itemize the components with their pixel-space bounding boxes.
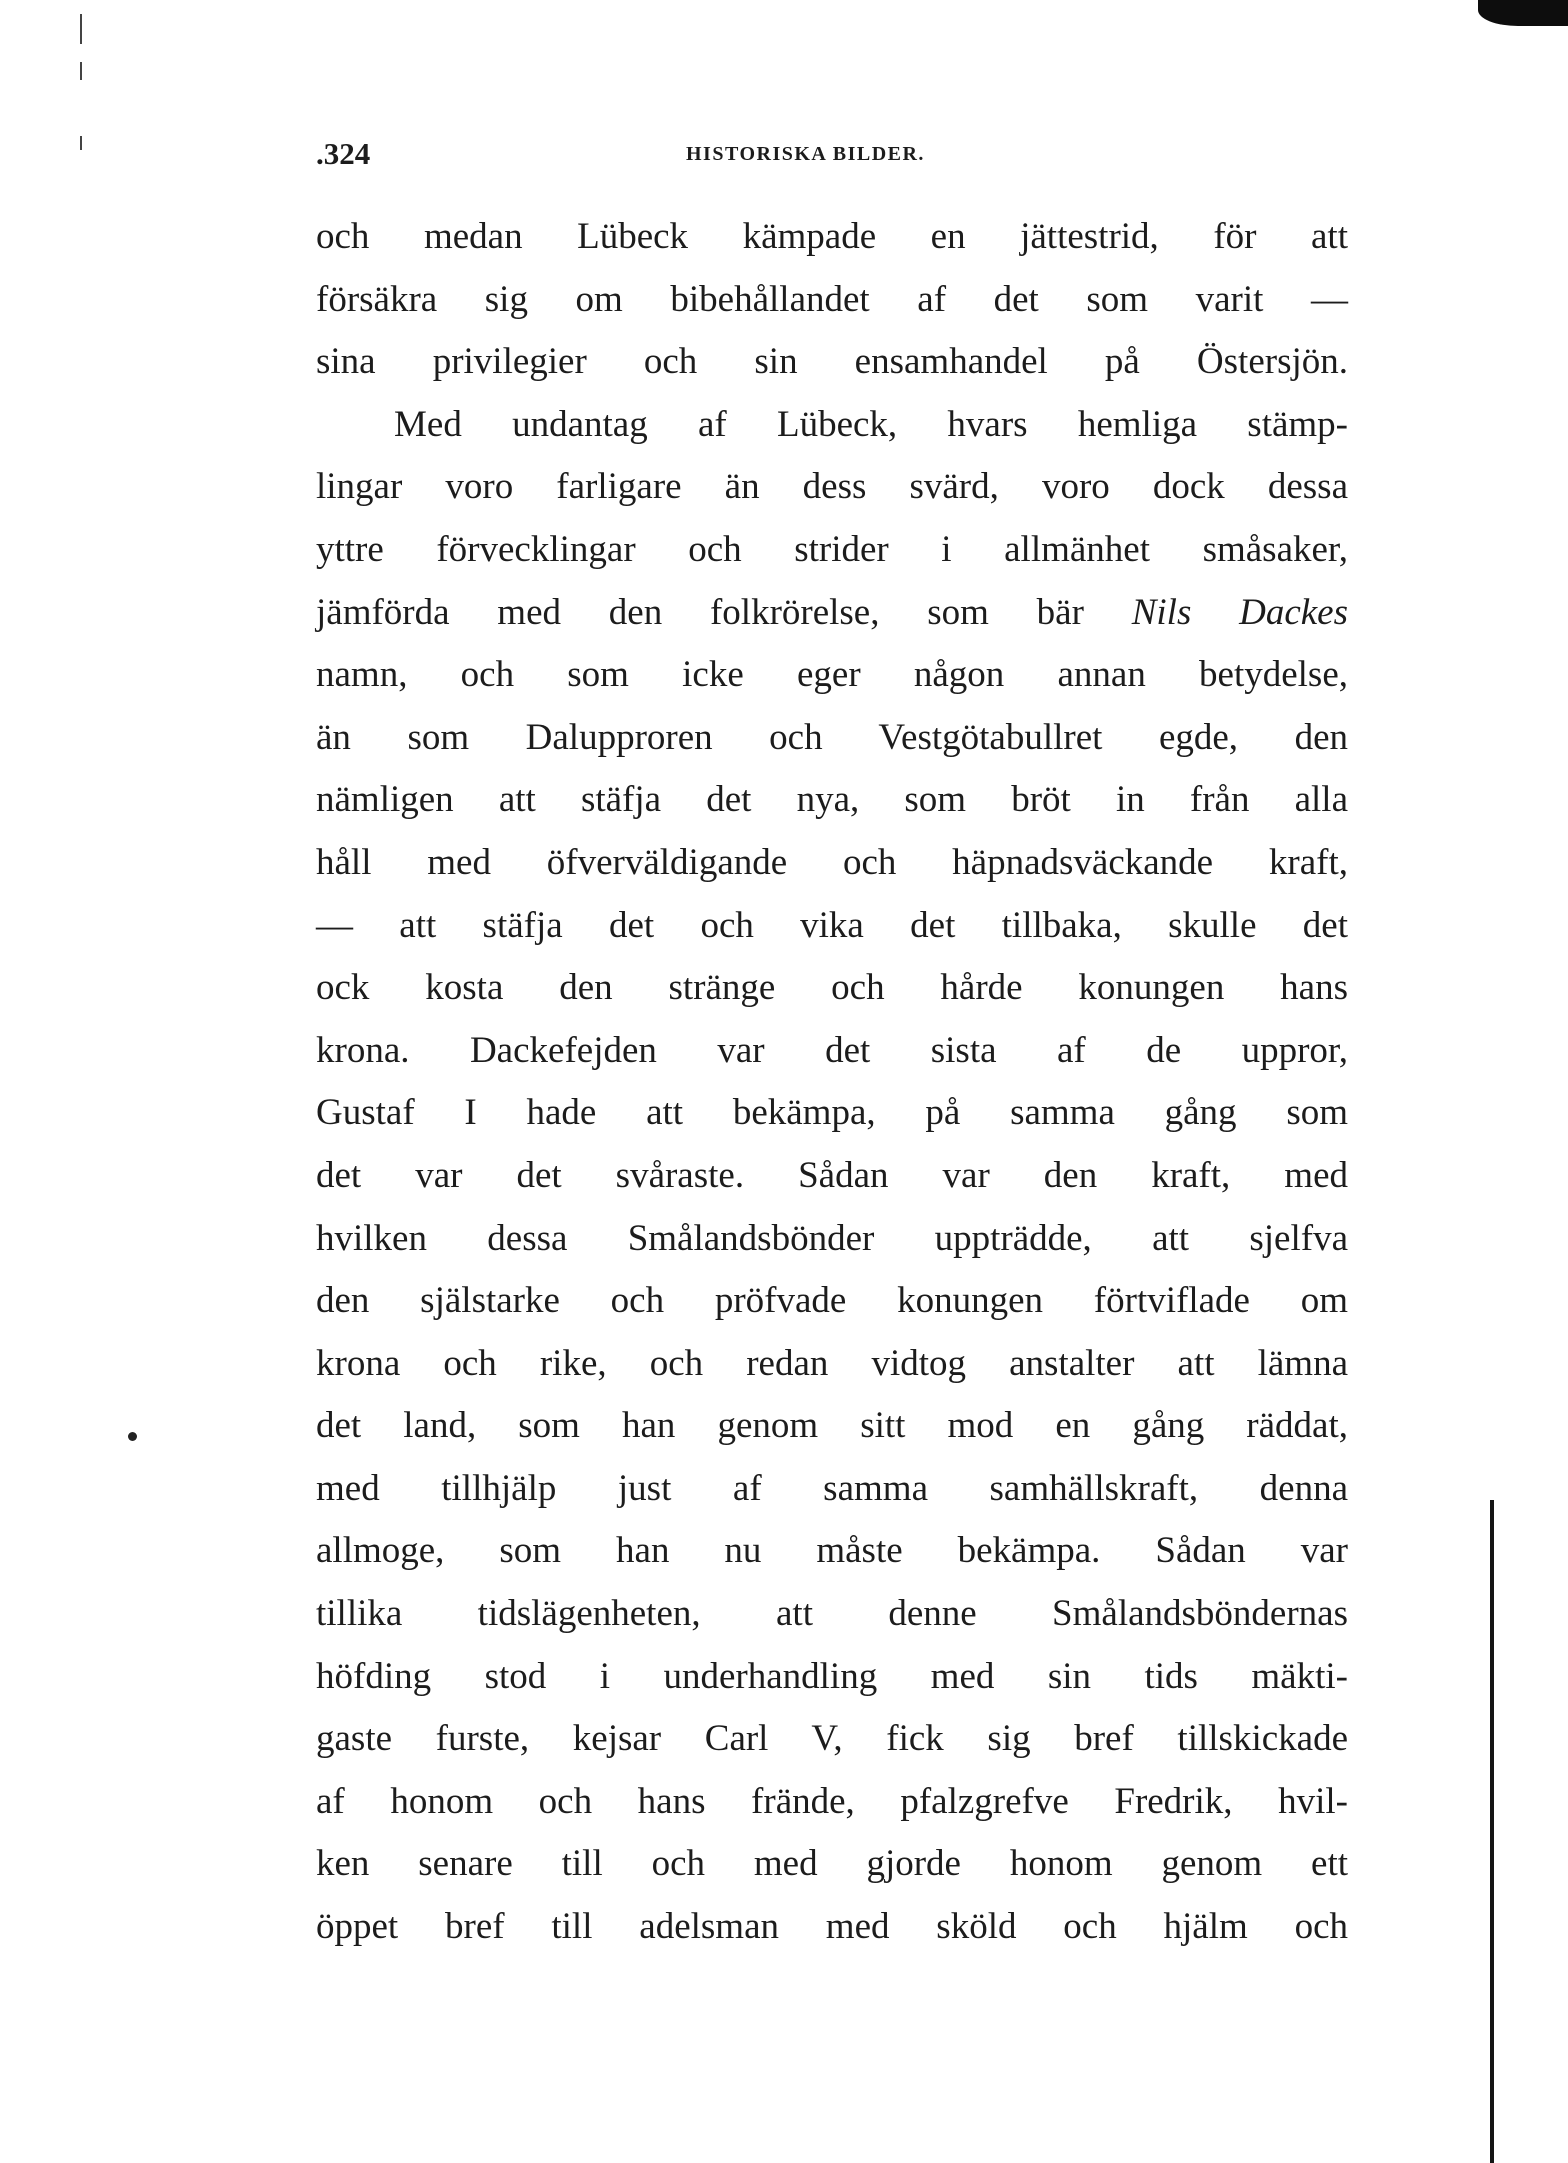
- text-segment: jämförda med den folkrörelse, som bär: [316, 591, 1132, 633]
- text-line: än som Dalupproren och Vestgötabullret egde, den: [316, 716, 1348, 758]
- page-header: [316, 136, 1348, 176]
- text-line: krona. Dackefejden var det sista af de uppror,: [316, 1029, 1348, 1071]
- text-line: krona och rike, och redan vidtog anstalter att lämna: [316, 1342, 1348, 1384]
- italic-name: Nils Dackes: [1131, 591, 1348, 633]
- body-text: [316, 206, 1348, 1959]
- scan-edge-shadow: [1490, 1500, 1494, 2163]
- text-line: sina privilegier och sin ensamhandel på Östersjön.: [316, 341, 1348, 383]
- text-line: ken senare till och med gjorde honom genom ett: [316, 1843, 1348, 1885]
- page-number: .324: [316, 136, 371, 171]
- text-line: det var det svåraste. Sådan var den kraft, med: [316, 1154, 1348, 1196]
- text-line: allmoge, som han nu måste bekämpa. Sådan var: [316, 1530, 1348, 1572]
- text-line: försäkra sig om bibehållandet af det som varit —: [316, 278, 1348, 320]
- text-line: nämligen att stäfja det nya, som bröt in från alla: [316, 779, 1348, 821]
- running-head: HISTORISKA BILDER.: [686, 143, 925, 165]
- text-line: höfding stod i underhandling med sin tids mäkti-: [316, 1655, 1348, 1697]
- scan-corner-blot: [1478, 0, 1568, 26]
- scan-speck: [128, 1432, 137, 1441]
- text-line: och medan Lübeck kämpade en jättestrid, för att: [316, 216, 1348, 257]
- text-line: håll med öfverväldigande och häpnadsväckande kraft,: [316, 841, 1348, 883]
- text-line: öppet bref till adelsman med sköld och hjälm och: [316, 1906, 1348, 1948]
- text-line: [316, 582, 1348, 645]
- text-line: af honom och hans frände, pfalzgrefve Fredrik, hvil-: [316, 1780, 1348, 1822]
- text-line: gaste furste, kejsar Carl V, fick sig bref tillskickade: [316, 1718, 1348, 1760]
- text-line: det land, som han genom sitt mod en gång räddat,: [316, 1405, 1348, 1447]
- text-line: hvilken dessa Smålandsbönder uppträdde, att sjelfva: [316, 1217, 1348, 1259]
- text-line: Gustaf I hade att bekämpa, på samma gång som: [316, 1092, 1348, 1134]
- text-line: den själstarke och pröfvade konungen förtviflade om: [316, 1280, 1348, 1322]
- text-line: tillika tidslägenheten, att denne Smålandsböndernas: [316, 1593, 1348, 1635]
- text-line: ock kosta den stränge och hårde konungen hans: [316, 967, 1348, 1009]
- text-line: namn, och som icke eger någon annan betydelse,: [316, 654, 1348, 696]
- text-line: lingar voro farligare än dess svärd, voro dock dessa: [316, 466, 1348, 508]
- text-line: — att stäfja det och vika det tillbaka, skulle det: [316, 904, 1348, 946]
- text-line: Med undantag af Lübeck, hvars hemliga stämp-: [394, 403, 1348, 445]
- text-line: yttre förvecklingar och strider i allmänhet småsaker,: [316, 528, 1348, 570]
- text-line: med tillhjälp just af samma samhällskraft, denna: [316, 1467, 1348, 1509]
